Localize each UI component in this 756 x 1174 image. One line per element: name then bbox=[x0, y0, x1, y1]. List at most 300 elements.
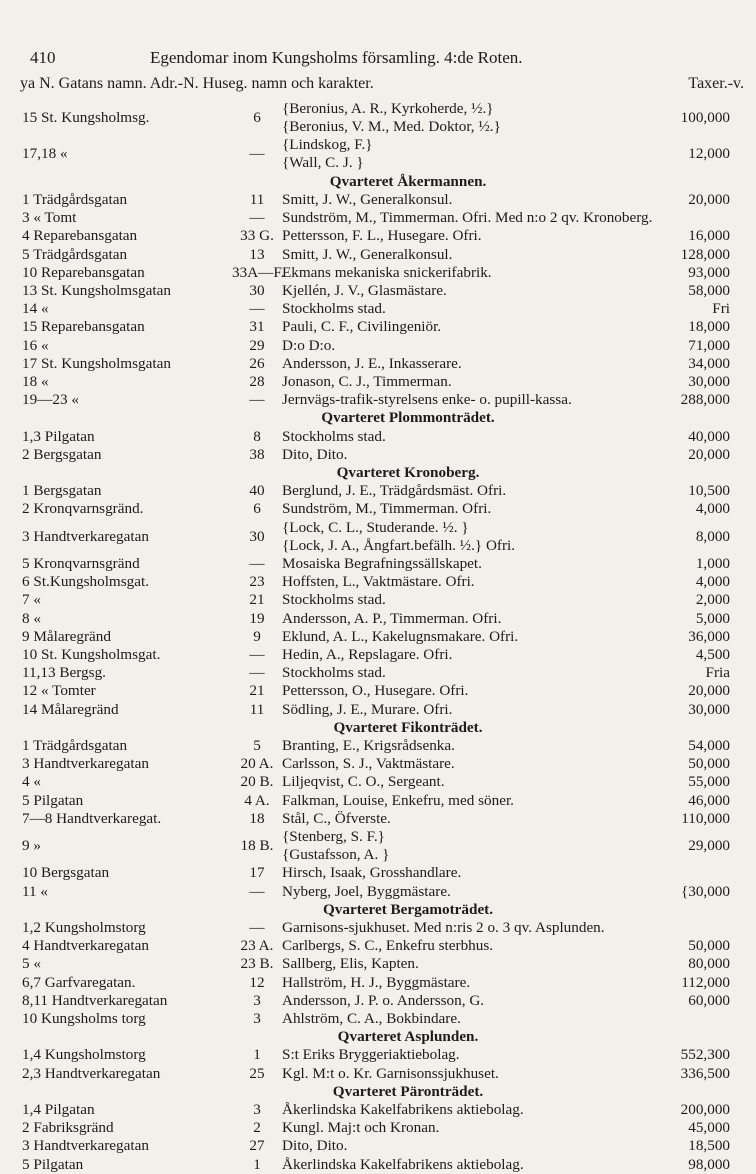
ledger-row bbox=[0, 446, 756, 464]
row-owner bbox=[282, 755, 455, 773]
row-address: 1,3 Pilgatan bbox=[22, 427, 95, 445]
row-house-number: 3 bbox=[253, 991, 261, 1009]
owner-line: Carlbergs, S. C., Enkefru sterbhus. bbox=[282, 937, 494, 955]
row-address: 6 St.Kungsholmsgat. bbox=[22, 573, 149, 591]
row-tax-value: 71,000 bbox=[688, 336, 730, 354]
ledger-row bbox=[0, 828, 756, 864]
row-house-number: 1 bbox=[253, 1155, 261, 1173]
row-tax-value: 50,000 bbox=[688, 937, 730, 955]
row-owner bbox=[282, 191, 452, 209]
owner-line: {Beronius, A. R., Kyrkoherde, ½.} bbox=[282, 100, 494, 117]
row-tax-value: 45,000 bbox=[688, 1119, 730, 1137]
row-house-number: 1 bbox=[253, 1046, 261, 1064]
owner-line: Kjellén, J. V., Glasmästare. bbox=[282, 282, 447, 299]
ledger-row bbox=[0, 701, 756, 719]
row-tax-value: 4,000 bbox=[695, 500, 730, 518]
row-house-number: 25 bbox=[249, 1064, 265, 1082]
row-house-number: — bbox=[249, 300, 265, 318]
row-owner bbox=[282, 919, 605, 937]
row-tax-value: 8,000 bbox=[695, 527, 730, 545]
owner-line: Pauli, C. F., Civilingeniör. bbox=[282, 318, 442, 336]
row-owner bbox=[282, 428, 386, 446]
row-tax-value: 55,000 bbox=[688, 773, 730, 791]
ledger-row bbox=[0, 1065, 756, 1083]
owner-line: Jernvägs-trafik-styrelsens enke- o. pupill-kassa. bbox=[282, 391, 572, 409]
owner-line: Sundström, M., Timmerman. Ofri. bbox=[282, 500, 492, 518]
row-owner bbox=[282, 555, 482, 573]
row-house-number: 28 bbox=[249, 373, 265, 390]
ledger-row bbox=[0, 773, 756, 791]
row-owner bbox=[282, 810, 391, 828]
ledger-row bbox=[0, 227, 756, 245]
row-address: 14 Målaregränd bbox=[22, 700, 119, 718]
owner-line: D:o D:o. bbox=[282, 336, 336, 354]
owner-line: {Gustafsson, A. } bbox=[282, 846, 390, 863]
row-tax-value: 16,000 bbox=[688, 227, 730, 245]
ledger-row bbox=[0, 864, 756, 882]
ledger-row bbox=[0, 664, 756, 682]
owner-line: Åkerlindska Kakelfabrikens aktiebolag. bbox=[282, 1101, 524, 1118]
quarter-heading: Qvarteret Päronträdet. bbox=[332, 1082, 484, 1100]
row-tax-value: 36,000 bbox=[688, 627, 730, 645]
ledger-row bbox=[0, 191, 756, 209]
row-owner bbox=[282, 682, 468, 700]
ledger-row bbox=[0, 737, 756, 755]
row-house-number: — bbox=[249, 646, 265, 663]
ledger-row bbox=[0, 391, 756, 409]
row-address: 19—23 « bbox=[22, 391, 79, 409]
row-address: 1,4 Pilgatan bbox=[22, 1101, 95, 1118]
row-tax-value: 30,000 bbox=[688, 373, 730, 390]
row-house-number: 3 bbox=[253, 1101, 261, 1118]
owner-line: Mosaiska Begrafningssällskapet. bbox=[282, 555, 482, 572]
owner-line: Hallström, H. J., Byggmästare. bbox=[282, 973, 471, 991]
quarter-heading: Qvarteret Bergamoträdet. bbox=[322, 900, 494, 918]
row-house-number: — bbox=[249, 919, 265, 936]
row-address: 9 Målaregränd bbox=[22, 627, 111, 645]
page-title: Egendomar inom Kungsholms församling. 4:de Roten. bbox=[150, 48, 523, 67]
row-address: 16 « bbox=[22, 336, 49, 354]
row-owner bbox=[282, 737, 455, 755]
row-owner bbox=[282, 318, 441, 336]
row-address: 1,4 Kungsholmstorg bbox=[22, 1046, 146, 1064]
owner-line: Jonason, C. J., Timmerman. bbox=[282, 373, 452, 390]
row-address: 8,11 Handtverkaregatan bbox=[22, 991, 168, 1009]
row-house-number: 30 bbox=[249, 282, 265, 299]
row-house-number: 40 bbox=[249, 482, 265, 500]
row-address: 1 Trädgårdsgatan bbox=[22, 737, 128, 754]
row-address: 17 St. Kungsholmsgatan bbox=[22, 354, 171, 372]
row-address: 10 St. Kungsholmsgat. bbox=[22, 646, 161, 663]
owner-line: Dito, Dito. bbox=[282, 1137, 348, 1155]
owner-line: S:t Eriks Bryggeriaktiebolag. bbox=[282, 1046, 460, 1064]
row-tax-value: 54,000 bbox=[688, 737, 730, 754]
owner-line: Sallberg, Elis, Kapten. bbox=[282, 955, 419, 973]
row-owner bbox=[282, 446, 347, 464]
row-owner bbox=[282, 209, 652, 227]
ledger-row bbox=[0, 337, 756, 355]
row-tax-value: 20,000 bbox=[688, 445, 730, 463]
row-address: 3 Handtverkaregatan bbox=[22, 755, 149, 773]
owner-line: Falkman, Louise, Enkefru, med söner. bbox=[282, 791, 514, 809]
owner-line: Sundström, M., Timmerman. Ofri. Med n:o 2 qv. Kronoberg. bbox=[282, 209, 653, 227]
column-header bbox=[20, 75, 750, 95]
ledger-row bbox=[0, 883, 756, 901]
row-address: 4 Reparebansgatan bbox=[22, 227, 138, 245]
row-address: 4 « bbox=[22, 773, 41, 791]
row-tax-value: 10,500 bbox=[688, 482, 730, 500]
row-address: 4 Handtverkaregatan bbox=[22, 937, 149, 955]
ledger-row bbox=[0, 1101, 756, 1119]
row-house-number: 23 bbox=[249, 573, 265, 591]
row-address: 2 Fabriksgränd bbox=[22, 1119, 114, 1137]
row-owner bbox=[282, 883, 451, 901]
owner-line: Stockholms stad. bbox=[282, 427, 386, 445]
ledger-row bbox=[0, 919, 756, 937]
row-address: 2 Kronqvarnsgränd. bbox=[22, 500, 144, 518]
row-house-number: 31 bbox=[249, 318, 265, 336]
row-owner bbox=[282, 701, 452, 719]
owner-line: Hirsch, Isaak, Grosshandlare. bbox=[282, 864, 462, 882]
owner-line: {Lock, C. L., Studerande. ½. } bbox=[282, 518, 469, 536]
row-address: 10 Reparebansgatan bbox=[22, 263, 145, 281]
row-house-number: 26 bbox=[249, 354, 265, 372]
owner-line: Garnisons-sjukhuset. Med n:ris 2 o. 3 qv. Asplunden. bbox=[282, 919, 605, 936]
row-address: 10 Kungsholms torg bbox=[22, 1010, 146, 1027]
row-address: 1 Bergsgatan bbox=[22, 482, 102, 500]
row-owner bbox=[282, 792, 514, 810]
row-address: 10 Bergsgatan bbox=[22, 864, 110, 882]
owner-line: {Stenberg, S. F.} bbox=[282, 828, 385, 845]
column-header-address: ya N. Gatans namn. Adr.-N. Huseg. namn och karakter. bbox=[20, 75, 374, 92]
ledger-row bbox=[0, 682, 756, 700]
row-house-number: 33A—F. bbox=[232, 263, 285, 281]
row-tax-value: 552,300 bbox=[680, 1046, 730, 1064]
owner-line: Hedin, A., Repslagare. Ofri. bbox=[282, 646, 453, 663]
ledger-row bbox=[0, 318, 756, 336]
row-owner bbox=[282, 246, 452, 264]
row-owner bbox=[282, 282, 447, 300]
ledger-row bbox=[0, 628, 756, 646]
row-house-number: 3 bbox=[253, 1010, 261, 1027]
page-header bbox=[30, 48, 730, 72]
row-address: 1,2 Kungsholmstorg bbox=[22, 919, 146, 936]
row-tax-value: 112,000 bbox=[681, 973, 730, 991]
row-house-number: — bbox=[249, 391, 265, 409]
row-address: 11,13 Bergsg. bbox=[22, 664, 106, 682]
row-address: 7—8 Handtverkaregat. bbox=[22, 809, 162, 827]
row-address: 6,7 Garfvaregatan. bbox=[22, 973, 136, 991]
ledger-row bbox=[0, 1137, 756, 1155]
row-tax-value: 46,000 bbox=[688, 791, 730, 809]
row-tax-value: {30,000 bbox=[680, 882, 730, 900]
row-house-number: 12 bbox=[249, 973, 265, 991]
row-address: 13 St. Kungsholmsgatan bbox=[22, 282, 171, 299]
row-address: 2 Bergsgatan bbox=[22, 445, 102, 463]
ledger-row bbox=[0, 1156, 756, 1174]
owner-line: Berglund, J. E., Trädgårdsmäst. Ofri. bbox=[282, 482, 507, 500]
owner-line: Andersson, A. P., Timmerman. Ofri. bbox=[282, 609, 502, 627]
row-tax-value: 29,000 bbox=[688, 837, 730, 855]
row-tax-value: 5,000 bbox=[695, 609, 730, 627]
row-owner bbox=[282, 482, 506, 500]
owner-line: Hoffsten, L., Vaktmästare. Ofri. bbox=[282, 573, 475, 591]
ledger-row bbox=[0, 1119, 756, 1137]
row-owner bbox=[282, 937, 493, 955]
row-tax-value: 128,000 bbox=[680, 245, 730, 263]
ledger-row bbox=[0, 519, 756, 555]
owner-line: Stockholms stad. bbox=[282, 300, 386, 318]
row-owner bbox=[282, 628, 518, 646]
row-house-number: 19 bbox=[249, 609, 265, 627]
row-tax-value: 18,000 bbox=[688, 318, 730, 336]
ledger-row bbox=[0, 500, 756, 518]
row-house-number: 18 bbox=[249, 809, 265, 827]
ledger-row bbox=[0, 482, 756, 500]
owner-line: Branting, E., Krigsrådsenka. bbox=[282, 737, 455, 754]
row-address: 1 Trädgårdsgatan bbox=[22, 191, 128, 208]
row-house-number: 33 G. bbox=[240, 227, 274, 245]
ledger-row bbox=[0, 1010, 756, 1028]
ledger-row bbox=[0, 573, 756, 591]
ledger-row bbox=[0, 591, 756, 609]
ledger-row bbox=[0, 810, 756, 828]
owner-line: Kgl. M:t o. Kr. Garnisonssjukhuset. bbox=[282, 1064, 499, 1082]
row-tax-value: 20,000 bbox=[688, 191, 730, 208]
row-tax-value: 50,000 bbox=[688, 755, 730, 773]
row-house-number: 11 bbox=[249, 700, 265, 718]
ledger-row bbox=[0, 100, 756, 136]
row-house-number: 17 bbox=[249, 864, 265, 882]
owner-line: {Beronius, V. M., Med. Doktor, ½.} bbox=[282, 118, 501, 135]
row-tax-value: 58,000 bbox=[688, 282, 730, 299]
row-owner bbox=[282, 500, 491, 518]
owner-line: Kungl. Maj:t och Kronan. bbox=[282, 1119, 440, 1137]
ledger-row bbox=[0, 955, 756, 973]
owner-line: {Wall, C. J. } bbox=[282, 154, 364, 172]
row-owner bbox=[282, 828, 389, 864]
row-owner bbox=[282, 864, 461, 882]
row-house-number: 20 B. bbox=[240, 773, 274, 791]
row-tax-value: 20,000 bbox=[688, 682, 730, 700]
row-house-number: 21 bbox=[249, 682, 265, 700]
owner-line: Dito, Dito. bbox=[282, 445, 348, 463]
row-house-number: 13 bbox=[249, 245, 265, 263]
row-house-number: 21 bbox=[249, 591, 265, 609]
owner-line: Smitt, J. W., Generalkonsul. bbox=[282, 191, 453, 208]
row-owner bbox=[282, 227, 482, 245]
row-owner bbox=[282, 100, 501, 136]
row-owner bbox=[282, 1010, 461, 1028]
owner-line: Liljeqvist, C. O., Sergeant. bbox=[282, 773, 445, 791]
row-tax-value: 18,500 bbox=[688, 1137, 730, 1155]
row-address: 3 « Tomt bbox=[22, 209, 77, 227]
quarter-heading: Qvarteret Plommonträdet. bbox=[321, 409, 495, 427]
ledger-row bbox=[0, 428, 756, 446]
row-owner bbox=[282, 300, 386, 318]
row-house-number: 20 A. bbox=[240, 755, 274, 773]
row-house-number: 38 bbox=[249, 445, 265, 463]
owner-line: Åkerlindska Kakelfabrikens aktiebolag. bbox=[282, 1155, 524, 1173]
owner-line: Ekmans mekaniska snickerifabrik. bbox=[282, 263, 492, 281]
row-owner bbox=[282, 1046, 460, 1064]
row-address: 14 « bbox=[22, 300, 49, 318]
row-owner bbox=[282, 1156, 524, 1174]
ledger-row bbox=[0, 264, 756, 282]
row-owner bbox=[282, 992, 484, 1010]
ledger-row bbox=[0, 282, 756, 300]
row-owner bbox=[282, 974, 470, 992]
row-address: 5 Kronqvarnsgränd bbox=[22, 555, 140, 572]
owner-line: Andersson, J. P. o. Andersson, G. bbox=[282, 991, 485, 1009]
row-address: 8 « bbox=[22, 609, 41, 627]
row-address: 12 « Tomter bbox=[22, 682, 96, 700]
ledger-row bbox=[0, 373, 756, 391]
row-tax-value: 2,000 bbox=[695, 591, 730, 609]
row-owner bbox=[282, 573, 475, 591]
row-tax-value: 12,000 bbox=[688, 145, 730, 163]
row-address: 11 « bbox=[22, 882, 49, 900]
row-tax-value: Fria bbox=[705, 664, 730, 682]
row-address: 5 « bbox=[22, 955, 41, 973]
owner-line: {Lock, J. A., Ångfart.befälh. ½.} Ofri. bbox=[282, 536, 516, 554]
ledger-row bbox=[0, 992, 756, 1010]
row-house-number: — bbox=[249, 555, 265, 572]
ledger-row bbox=[0, 610, 756, 628]
row-tax-value: Fri bbox=[712, 300, 730, 318]
ledger-row bbox=[0, 646, 756, 664]
row-house-number: 2 bbox=[253, 1119, 261, 1137]
page-number: 410 bbox=[30, 48, 56, 67]
quarter-heading: Qvarteret Fikonträdet. bbox=[333, 718, 483, 736]
row-address: 7 « bbox=[22, 591, 41, 609]
row-house-number: — bbox=[249, 664, 265, 682]
quarter-heading: Qvarteret Asplunden. bbox=[337, 1028, 479, 1046]
row-tax-value: 60,000 bbox=[688, 991, 730, 1009]
row-house-number: 29 bbox=[249, 336, 265, 354]
row-address: 5 Pilgatan bbox=[22, 1155, 84, 1173]
owner-line: Pettersson, F. L., Husegare. Ofri. bbox=[282, 227, 482, 245]
row-tax-value: 200,000 bbox=[680, 1101, 730, 1118]
row-tax-value: 80,000 bbox=[688, 955, 730, 973]
row-house-number: 5 bbox=[253, 737, 261, 754]
row-address: 3 Handtverkaregatan bbox=[22, 1137, 149, 1155]
row-tax-value: 4,000 bbox=[695, 573, 730, 591]
row-owner bbox=[282, 391, 572, 409]
row-owner bbox=[282, 519, 515, 555]
row-tax-value: 30,000 bbox=[688, 700, 730, 718]
row-owner bbox=[282, 1065, 499, 1083]
row-house-number: 6 bbox=[253, 500, 261, 518]
row-address: 5 Pilgatan bbox=[22, 791, 84, 809]
row-tax-value: 110,000 bbox=[681, 809, 730, 827]
ledger-row bbox=[0, 755, 756, 773]
column-header-tax: Taxer.-v. bbox=[688, 75, 744, 92]
ledger-row bbox=[0, 555, 756, 573]
row-house-number: — bbox=[249, 209, 265, 227]
ledger-row bbox=[0, 209, 756, 227]
row-house-number: — bbox=[249, 882, 265, 900]
ledger-row bbox=[0, 974, 756, 992]
owner-line: {Lindskog, F.} bbox=[282, 136, 373, 154]
owner-line: Smitt, J. W., Generalkonsul. bbox=[282, 245, 453, 263]
row-tax-value: 100,000 bbox=[680, 109, 730, 127]
row-address: 3 Handtverkaregatan bbox=[22, 527, 149, 545]
row-house-number: 8 bbox=[253, 427, 261, 445]
row-house-number: 30 bbox=[249, 527, 265, 545]
owner-line: Nyberg, Joel, Byggmästare. bbox=[282, 882, 451, 900]
row-owner bbox=[282, 610, 501, 628]
row-house-number: 27 bbox=[249, 1137, 265, 1155]
row-house-number: 23 A. bbox=[240, 937, 274, 955]
row-tax-value: 4,500 bbox=[695, 646, 730, 663]
row-owner bbox=[282, 373, 452, 391]
row-owner bbox=[282, 337, 335, 355]
row-address: 18 « bbox=[22, 373, 49, 390]
owner-line: Stockholms stad. bbox=[282, 664, 386, 682]
row-house-number: 11 bbox=[249, 191, 265, 208]
row-tax-value: 288,000 bbox=[680, 391, 730, 409]
row-house-number: 23 B. bbox=[240, 955, 274, 973]
row-owner bbox=[282, 136, 373, 172]
row-owner bbox=[282, 355, 462, 373]
row-owner bbox=[282, 646, 452, 664]
row-tax-value: 40,000 bbox=[688, 427, 730, 445]
row-owner bbox=[282, 1119, 439, 1137]
ledger-row bbox=[0, 937, 756, 955]
ledger-row bbox=[0, 246, 756, 264]
ledger-row bbox=[0, 1046, 756, 1064]
row-tax-value: 98,000 bbox=[688, 1155, 730, 1173]
row-owner bbox=[282, 1101, 524, 1119]
ledger-row bbox=[0, 300, 756, 318]
owner-line: Andersson, J. E., Inkasserare. bbox=[282, 354, 462, 372]
row-tax-value: 336,500 bbox=[680, 1064, 730, 1082]
ledger-row bbox=[0, 792, 756, 810]
row-owner bbox=[282, 264, 492, 282]
row-house-number: 4 A. bbox=[244, 791, 270, 809]
row-house-number: — bbox=[249, 145, 265, 163]
row-house-number: 9 bbox=[253, 627, 261, 645]
owner-line: Stockholms stad. bbox=[282, 591, 386, 609]
row-tax-value: 93,000 bbox=[688, 263, 730, 281]
owner-line: Ahlström, C. A., Bokbindare. bbox=[282, 1010, 461, 1027]
row-tax-value: 34,000 bbox=[688, 354, 730, 372]
quarter-heading: Qvarteret Kronoberg. bbox=[336, 464, 480, 481]
row-owner bbox=[282, 664, 386, 682]
row-address: 17,18 « bbox=[22, 145, 68, 163]
row-house-number: 6 bbox=[253, 109, 261, 127]
quarter-heading: Qvarteret Åkermannen. bbox=[329, 172, 487, 190]
row-address: 15 Reparebansgatan bbox=[22, 318, 145, 336]
row-house-number: 18 B. bbox=[240, 837, 274, 855]
owner-line: Stål, C., Öfverste. bbox=[282, 809, 391, 827]
owner-line: Södling, J. E., Murare. Ofri. bbox=[282, 700, 453, 718]
row-address: 2,3 Handtverkaregatan bbox=[22, 1064, 161, 1082]
owner-line: Carlsson, S. J., Vaktmästare. bbox=[282, 755, 455, 773]
ledger-row bbox=[0, 355, 756, 373]
row-owner bbox=[282, 1137, 347, 1155]
row-address: 15 St. Kungsholmsg. bbox=[22, 109, 150, 127]
row-owner bbox=[282, 955, 419, 973]
owner-line: Eklund, A. L., Kakelugnsmakare. Ofri. bbox=[282, 627, 519, 645]
owner-line: Pettersson, O., Husegare. Ofri. bbox=[282, 682, 469, 700]
row-address: 5 Trädgårdsgatan bbox=[22, 245, 128, 263]
row-owner bbox=[282, 591, 386, 609]
row-tax-value: 1,000 bbox=[695, 555, 730, 572]
row-owner bbox=[282, 773, 445, 791]
row-address: 9 » bbox=[22, 837, 41, 855]
